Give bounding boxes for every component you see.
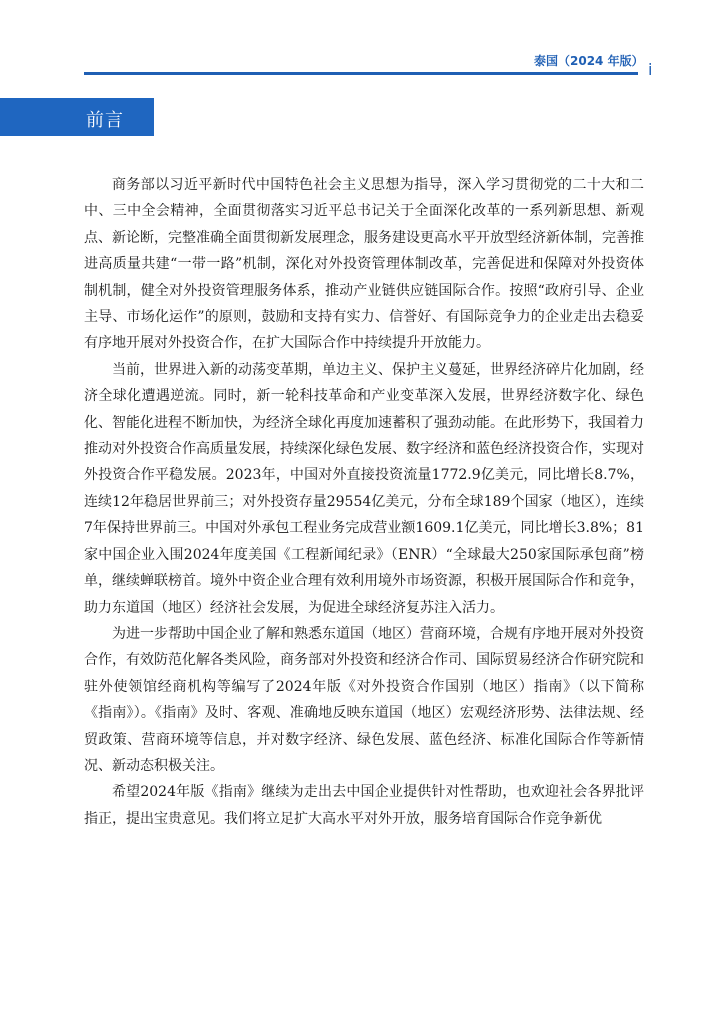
paragraph-4: 希望2024年版《指南》继续为走出去中国企业提供针对性帮助，也欢迎社会各界批评指正，提出宝贵意见。我们将立足扩大高水平对外开放，服务培育国际合作竞争新优 bbox=[84, 784, 644, 827]
paragraph-1: 商务部以习近平新时代中国特色社会主义思想为指导，深入学习贯彻党的二十大和二中、三中全会精神，全面贯彻落实习近平总书记关于全面深化改革的一系列新思想、新观点、新论断，完整准确全面贯彻新发展理念，服务建设更高水平开放型经济新体制，完善推进高质量共建“一带一路”机制，深化对外投资管理体制改革，完善促进和保障对外投资体制机制，健全对外投资管理服务体系，推动产业链供应链国际合作。按照“政府引导、企业主导、市场化运作”的原则，鼓励和支持有实力、信誉好、有国际竞争力的企业走出去稳妥有序地开展对外投资合作，在扩大国际合作中持续提升开放能力。 bbox=[84, 177, 644, 352]
paragraph-2: 当前，世界进入新的动荡变革期，单边主义、保护主义蔓延，世界经济碎片化加剧，经济全球化遭遇逆流。同时，新一轮科技革命和产业变革深入发展，世界经济数字化、绿色化、智能化进程不断加快，为经济全球化再度加速蓄积了强劲动能。在此形势下，我国着力推动对外投资合作高质量发展，持续深化绿色发展、数字经济和蓝色经济投资合作，实现对外投资合作平稳发展。2023年，中国对外直接投资流量1772.9亿美元，同比增长8.7%，连续12年稳居世界前三；对外投资存量29554亿美元，分布全球189个国家（地区），连续7年保持世界前三。中国对外承包工程业务完成营业额1609.1亿美元，同比增长3.8%；81家中国企业入围2024年度美国《工程新闻纪录》（ENR）“全球最大250家国际承包商”榜单，继续蝉联榜首。境外中资企业合理有效利用境外市场资源，积极开展国际合作和竞争，助力东道国（地区）经济社会发展，为促进全球经济复苏注入活力。 bbox=[84, 361, 644, 616]
paragraph-3: 为进一步帮助中国企业了解和熟悉东道国（地区）营商环境，合规有序地开展对外投资合作，有效防范化解各类风险，商务部对外投资和经济合作司、国际贸易经济合作研究院和驻外使领馆经商机构等编写了2024年版《对外投资合作国别（地区）指南》（以下简称《指南》）。《指南》及时、客观、准确地反映东道国（地区）宏观经济形势、法律法规、经贸政策、营商环境等信息，并对数字经济、绿色发展、蓝色经济、标准化国际合作等新情况、新动态积极关注。 bbox=[84, 625, 644, 774]
page-number: i bbox=[648, 60, 653, 79]
running-header-title: 泰国（2024 年版） bbox=[534, 54, 644, 68]
section-title-bar bbox=[0, 98, 154, 136]
section-title: 前言 bbox=[86, 110, 124, 131]
header-rule bbox=[84, 72, 638, 75]
body-text bbox=[84, 172, 644, 832]
